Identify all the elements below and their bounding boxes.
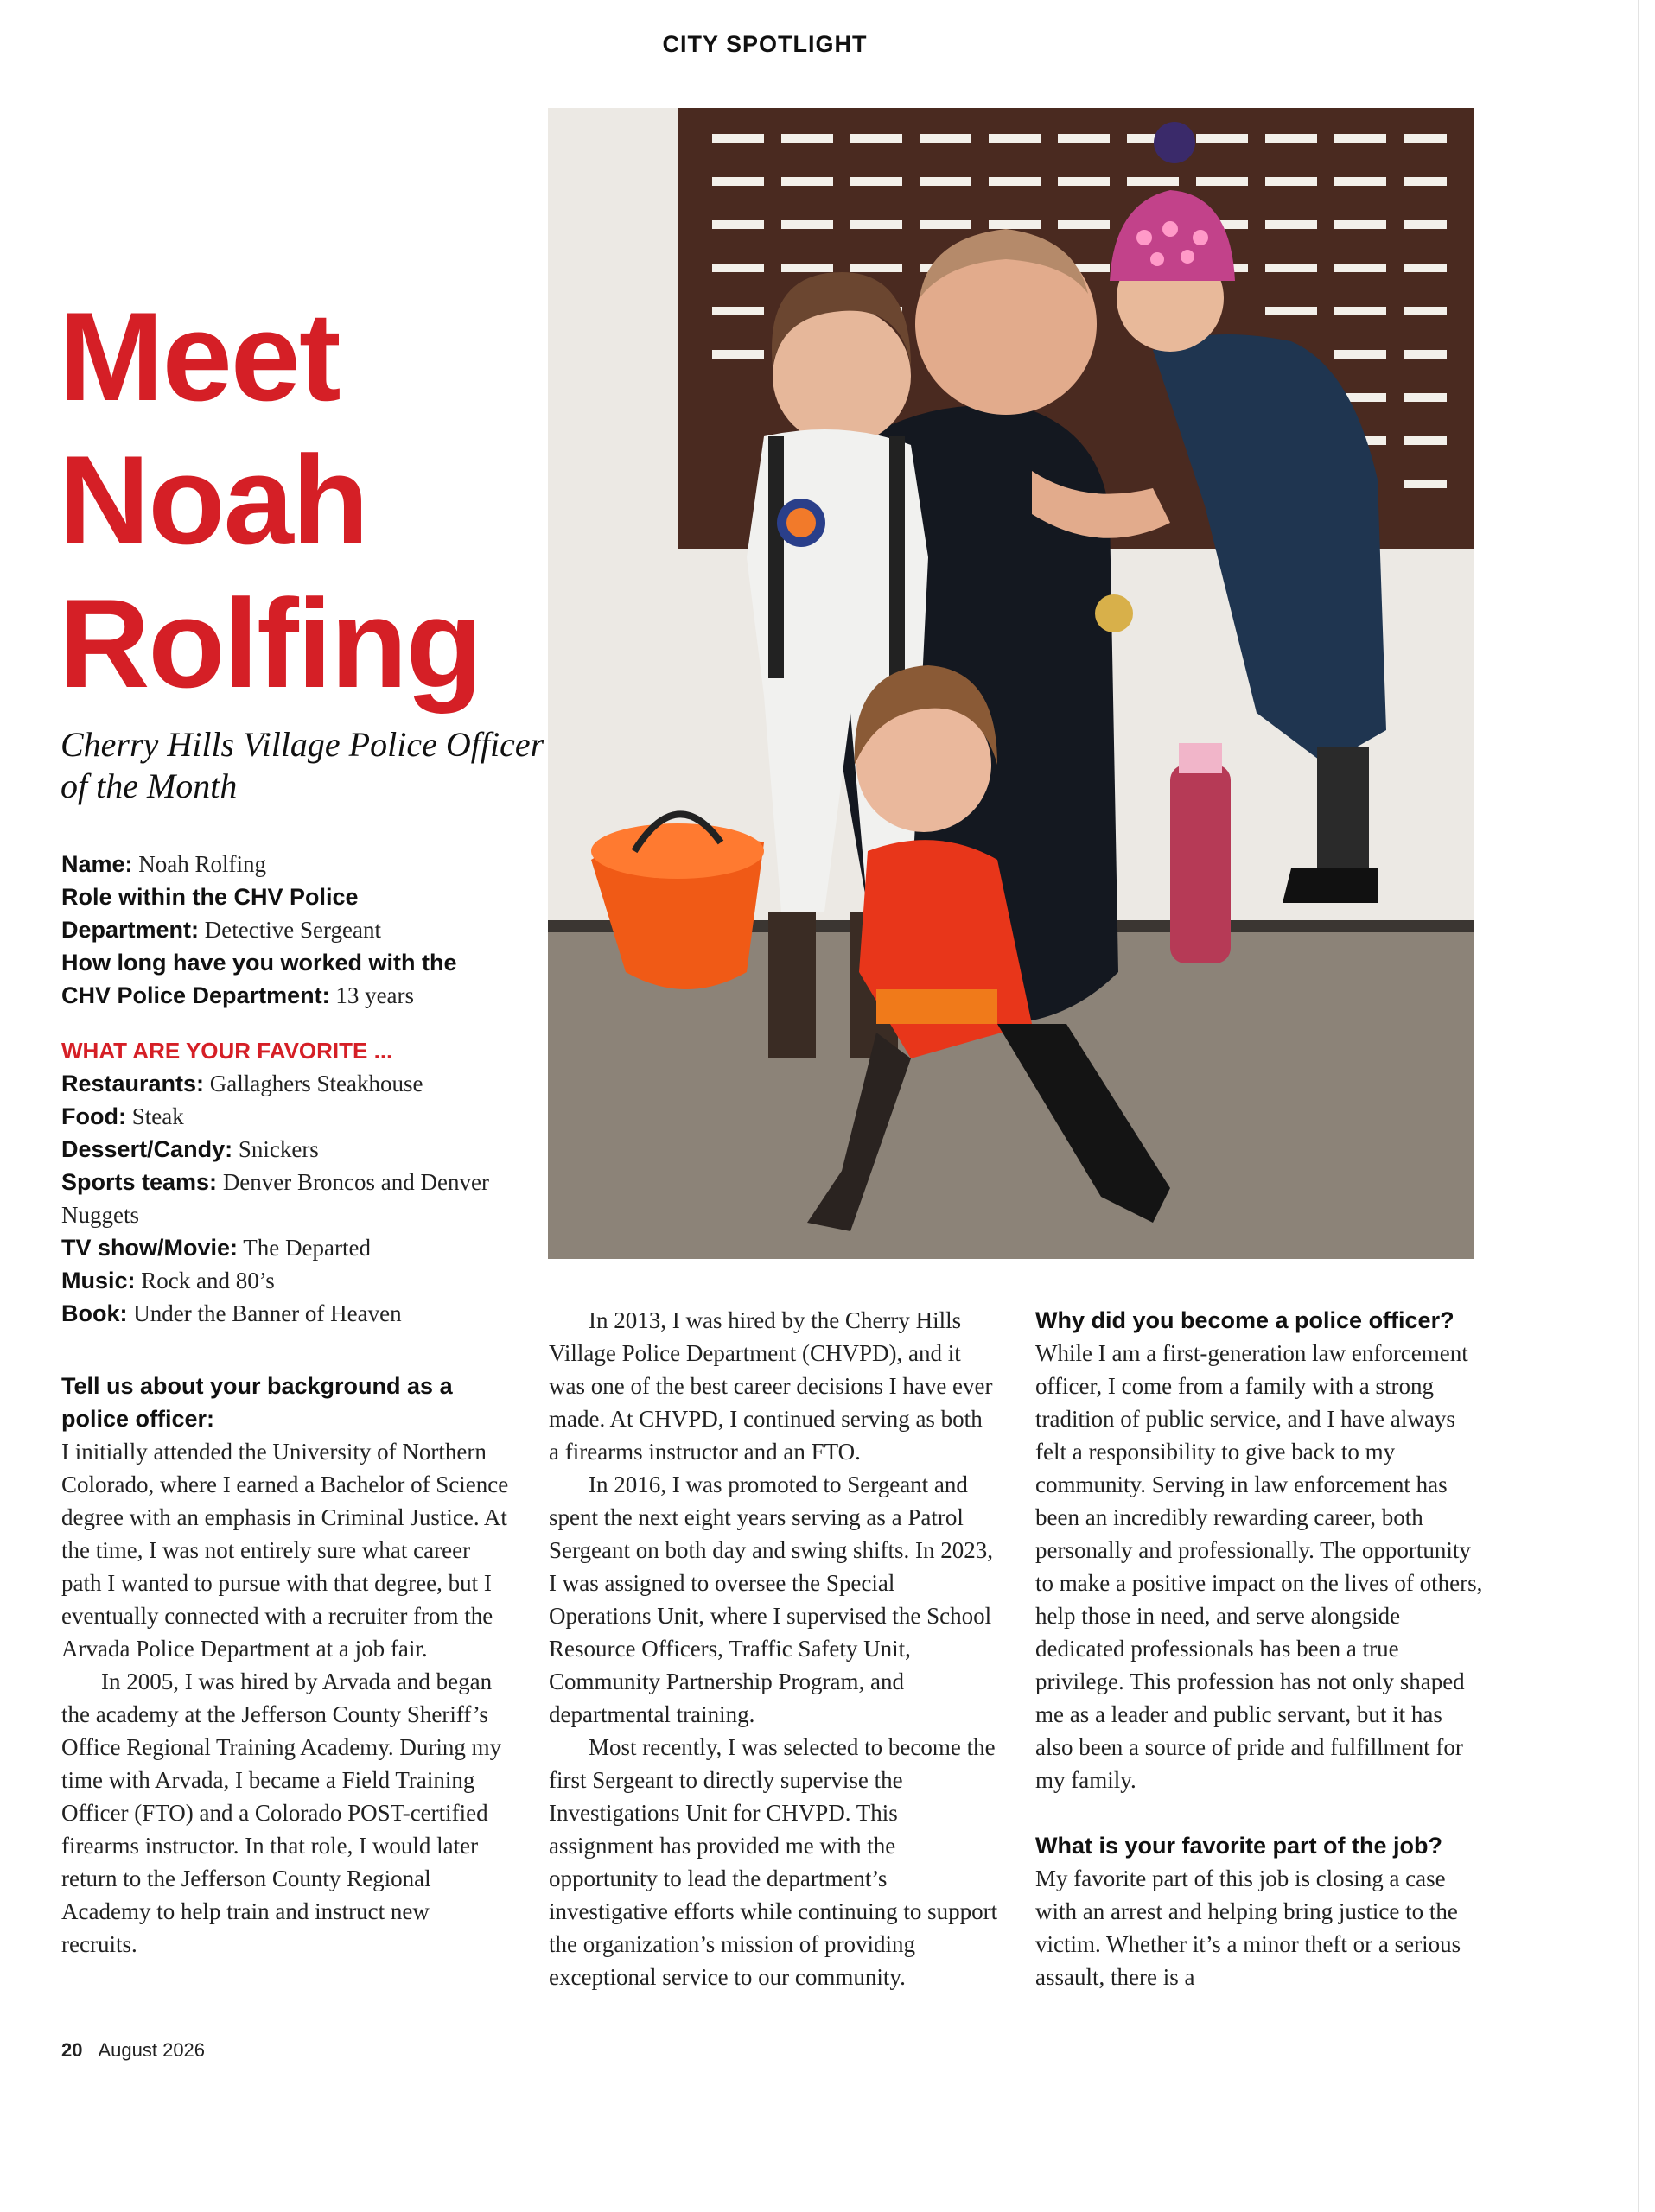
favorite-part-heading: What is your favorite part of the job? <box>1035 1833 1443 1859</box>
fact-tenure-value: 13 years <box>329 982 415 1008</box>
title-line-1: Meet <box>59 286 340 427</box>
favorite-value: Snickers <box>232 1136 319 1162</box>
favorite-label: Dessert/Candy: <box>61 1136 233 1162</box>
family-photo <box>548 108 1474 1259</box>
favorite-item <box>61 1297 493 1330</box>
fact-role-label: Role within the CHV Police Department: <box>61 884 359 943</box>
article-column-3 <box>1035 1304 1485 1993</box>
fact-tenure-label: How long have you worked with the CHV Police Department: <box>61 950 457 1008</box>
favorite-value: Denver Broncos and Denver Nuggets <box>61 1169 489 1228</box>
photo-illustration <box>548 108 1474 1259</box>
article-column-1 <box>61 1370 511 1961</box>
favorites-heading: WHAT ARE YOUR FAVORITE ... <box>61 1038 393 1064</box>
favorite-value: Steak <box>125 1103 184 1129</box>
page-folio <box>61 2039 205 2062</box>
favorite-item <box>61 1100 493 1133</box>
favorite-value: The Departed <box>238 1235 371 1261</box>
article-column-2 <box>549 1304 998 1993</box>
fact-role <box>61 880 493 946</box>
favorite-item <box>61 1166 493 1231</box>
favorite-item <box>61 1133 493 1166</box>
fact-role-value: Detective Sergeant <box>199 917 381 943</box>
favorite-item <box>61 1264 493 1297</box>
page-title <box>59 285 543 715</box>
favorite-value: Gallaghers Steakhouse <box>204 1071 423 1096</box>
favorite-item <box>61 1067 493 1100</box>
why-body: While I am a first-generation law enforcement officer, I come from a family with a strong tradition of public service, and I have always felt a responsibility to give back to my community. Serving in law enforcement has been an incredibly rewarding career, both personally and professionally. The opportunity to make a positive impact on the lives of others, help those in need, and serve alongside dedicated professionals has been a true privilege. This profession has not only shaped me as a leader and public servant, but it has also been a source of pride and fulfillment for my family. <box>1035 1340 1483 1793</box>
favorite-label: TV show/Movie: <box>61 1235 239 1261</box>
why-heading: Why did you become a police officer? <box>1035 1307 1454 1333</box>
fact-name-label: Name: <box>61 851 133 877</box>
favorite-label: Sports teams: <box>61 1169 218 1195</box>
background-paragraph-3: In 2013, I was hired by the Cherry Hills Village Police Department (CHVPD), and it was one of the best career decisions I have ever made. At CHVPD, I continued serving as both a firearms instructor and an FTO. <box>549 1307 993 1465</box>
subtitle: Cherry Hills Village Police Officer of the Month <box>60 725 544 805</box>
title-line-2: Noah <box>59 429 367 570</box>
title-line-3: Rolfing <box>59 573 481 714</box>
background-paragraph-5: Most recently, I was selected to become the first Sergeant to directly supervise the Investigations Unit for CHVPD. This assignment has provided me with the opportunity to lead the department’s investigative efforts while continuing to support the organization’s mission of providing exceptional service to our community. <box>549 1734 998 1990</box>
fact-name <box>61 848 493 880</box>
issue-date: August 2026 <box>98 2039 206 2061</box>
favorite-label: Book: <box>61 1300 128 1326</box>
officer-facts <box>61 848 493 1330</box>
background-paragraph-1: I initially attended the University of Northern Colorado, where I earned a Bachelor of Science degree with an emphasis in Criminal Justice. At the time, I was not entirely sure what career path I wanted to pursue with that degree, but I eventually connected with a recruiter from the Arvada Police Department at a job fair. <box>61 1439 509 1662</box>
background-paragraph-4: In 2016, I was promoted to Sergeant and spent the next eight years serving as a Patrol Sergeant on both day and swing shifts. In 2023, I was assigned to oversee the Special Operations Unit, where I supervised the School Resource Officers, Traffic Safety Unit, Community Partnership Program, and departmental training. <box>549 1471 993 1727</box>
background-heading: Tell us about your background as a police officer: <box>61 1373 453 1432</box>
page-number: 20 <box>61 2039 83 2061</box>
fact-tenure <box>61 946 493 1012</box>
favorite-label: Food: <box>61 1103 126 1129</box>
section-header: CITY SPOTLIGHT <box>662 31 868 57</box>
background-paragraph-2: In 2005, I was hired by Arvada and began the academy at the Jefferson County Sheriff’s Office Regional Training Academy. During my time with Arvada, I became a Field Training Officer (FTO) and a Colorado POST-certified firearms instructor. In that role, I would later return to the Jefferson County Regional Academy to help train and instruct new recruits. <box>61 1669 502 1957</box>
page-edge-divider <box>1638 0 1639 2212</box>
fact-name-value: Noah Rolfing <box>132 851 267 877</box>
favorite-value: Rock and 80’s <box>135 1268 275 1294</box>
favorite-value: Under the Banner of Heaven <box>127 1300 402 1326</box>
favorite-label: Restaurants: <box>61 1071 205 1096</box>
favorite-part-body: My favorite part of this job is closing a case with an arrest and helping bring justice to the victim. Whether it’s a minor theft or a serious assault, there is a <box>1035 1866 1461 1990</box>
favorite-label: Music: <box>61 1268 136 1294</box>
favorite-item <box>61 1231 493 1264</box>
